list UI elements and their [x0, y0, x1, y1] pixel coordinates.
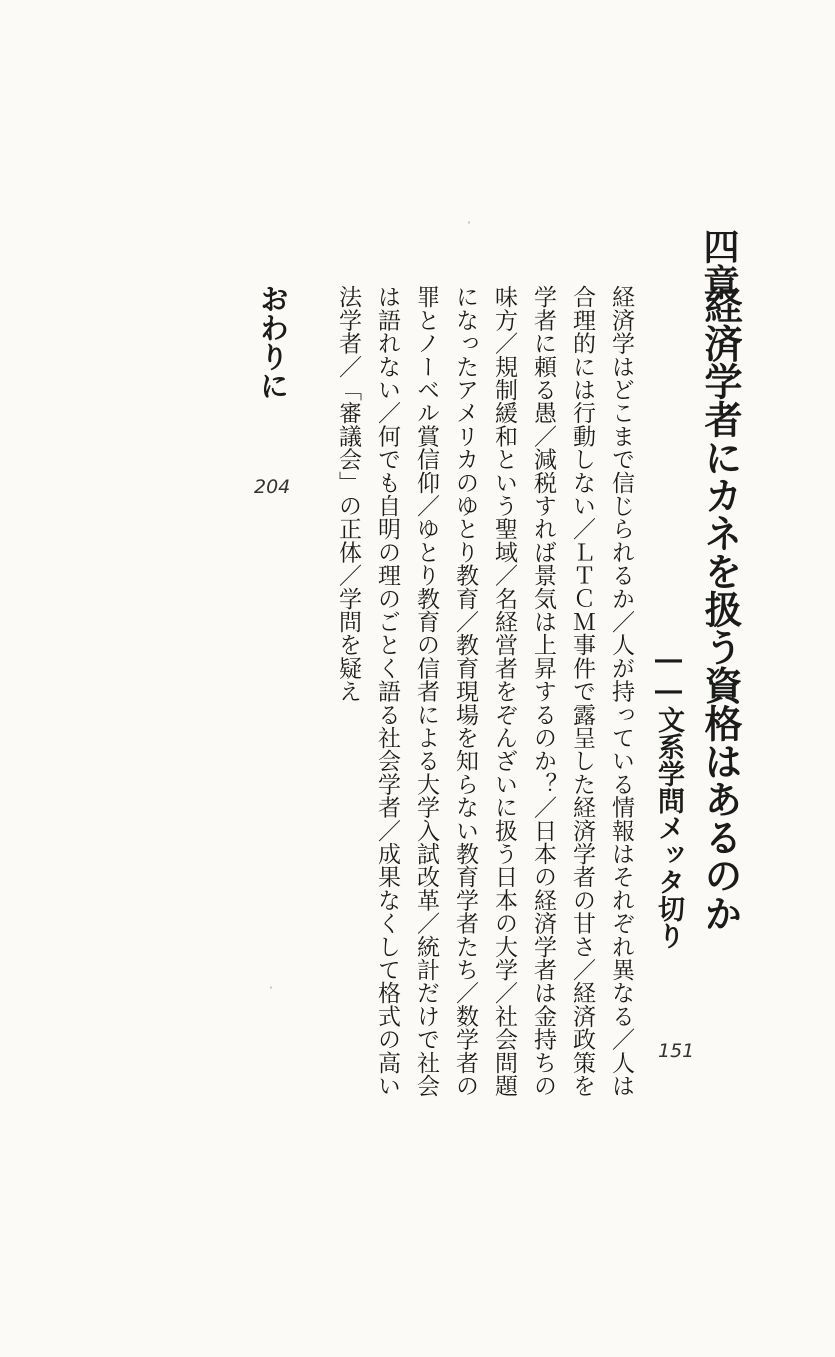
- chapter-page-number: 151: [658, 1040, 695, 1062]
- summary-line: 経済学はどこまで信じられるか／人が持っている情報はそれぞれ異なる／人は: [608, 285, 634, 1097]
- closing-page-number: 204: [254, 476, 291, 498]
- chapter-label: 四章: [698, 228, 740, 300]
- summary-line: 合理的には行動しない／ＬＴＣＭ事件で露呈した経済学者の甘さ／経済政策を: [569, 285, 595, 1097]
- summary-line: 罪とノーベル賞信仰／ゆとり教育の信者による大学入試改革／統計だけで社会: [413, 285, 439, 1097]
- summary-line: 法学者／「審議会」の正体／学問を疑え: [335, 285, 361, 703]
- paper-speck: [468, 221, 470, 224]
- summary-line: 学者に頼る愚／減税すれば景気は上昇するのか？／日本の経済学者は金持ちの: [530, 285, 556, 1097]
- closing-title: おわりに: [256, 284, 290, 400]
- summary-line: は語れない／何でも自明の理のごとく語る社会学者／成果なくして格式の高い: [374, 285, 400, 1097]
- chapter-title: 経済学者にカネを扱う資格はあるのか: [698, 286, 743, 932]
- summary-line: 味方／規制緩和という聖域／名経営者をぞんざいに扱う日本の大学／社会問題: [491, 285, 517, 1097]
- paper-speck: [270, 986, 272, 989]
- chapter-summary: [328, 285, 640, 1097]
- summary-line: になったアメリカのゆとり教育／教育現場を知らない教育学者たち／数学者の: [452, 285, 478, 1097]
- chapter-subtitle: ――文系学問メッタ切り: [653, 644, 684, 949]
